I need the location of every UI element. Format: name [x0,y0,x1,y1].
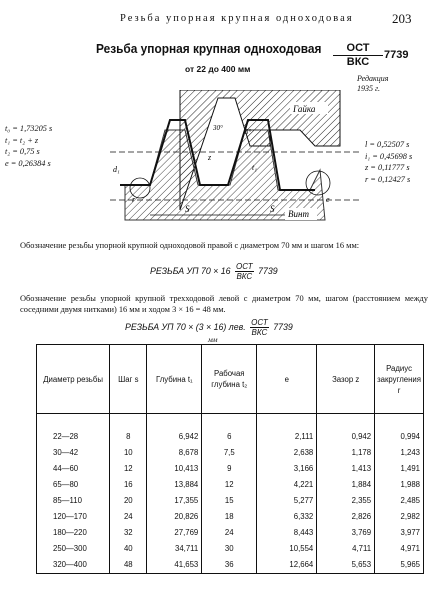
formula-t0: t₀ = 1,73205 s [5,124,53,133]
formula-z: z = 0,11777 s [365,163,410,172]
header-working-depth: Рабочая глубина t₂ [202,345,257,414]
standard-numerator: ОСТ [333,42,383,56]
table-cell: 40 [110,541,147,557]
table-cell: 8,678 [147,444,202,460]
designation-2-suffix: 7739 [273,321,293,332]
table-cell: 13,884 [147,476,202,492]
table-cell: 2,638 [257,444,317,460]
table-cell: 5,277 [257,492,317,508]
table-cell: 8,443 [257,525,317,541]
table-cell: 12,664 [257,557,317,574]
table-cell: 41,653 [147,557,202,574]
diameter-d1-label: d₁ [113,165,120,174]
table-cell: 250—300 [37,541,110,557]
table-cell: 1,988 [375,476,424,492]
thread-dimensions-table [36,344,424,574]
table-cell: 7,5 [202,444,257,460]
table-cell: 4,221 [257,476,317,492]
table-cell: 180—220 [37,525,110,541]
table-cell: 30—42 [37,444,110,460]
table-cell: 36 [202,557,257,574]
formula-i1: i₁ = 0,45698 s [365,151,413,161]
table-cell: 30 [202,541,257,557]
table-cell: 3,166 [257,460,317,476]
thread-profile-drawing [110,90,365,230]
table-cell: 48 [110,557,147,574]
designation-2-numerator: ОСТ [251,318,268,327]
formula-e: e = 0,26384 s [5,158,51,168]
table-row [37,460,424,476]
header-depth: Глубина t₁ [147,345,202,414]
formula-t1: t₁ = t₂ + z [5,135,39,145]
table-cell: 10,413 [147,460,202,476]
standard-denominator: ВКС [346,56,370,68]
designation-1-suffix: 7739 [258,265,278,276]
header-diameter: Диаметр резьбы [37,345,110,414]
designation-example-1 [150,262,278,281]
angle-30-label: 30° [213,124,223,132]
screw-section [125,130,325,220]
pitch-s-label-2: S [270,204,275,214]
designation-2-denominator: ВКС [251,328,268,337]
table-cell: 2,355 [317,492,375,508]
designation-2-fraction [250,318,269,337]
header-pitch: Шаг s [110,345,147,414]
table-cell: 5,965 [375,557,424,574]
formula-t2: t₂ = 0,75 s [5,147,40,156]
designation-1-fraction [235,262,254,281]
r-label: r [132,195,136,204]
table-cell: 2,826 [317,508,375,524]
table-cell: 2,485 [375,492,424,508]
angle-3-label: 3° [245,128,252,136]
table-cell: 18 [202,508,257,524]
table-cell: 15 [202,492,257,508]
standard-fraction [333,42,383,69]
table-cell: 4,971 [375,541,424,557]
table-cell: 6,332 [257,508,317,524]
table-cell: 12 [202,476,257,492]
header-radius: Радиус закругления r [375,345,424,414]
table-cell: 65—80 [37,476,110,492]
table-header-row [37,345,424,414]
table-row [37,476,424,492]
formula-r: r = 0,12427 s [365,174,411,184]
table-cell: 10,554 [257,541,317,557]
table-row [37,444,424,460]
table-cell: 3,977 [375,525,424,541]
table-cell: 22—28 [37,414,110,445]
table-row [37,492,424,508]
designation-1-denominator: ВКС [236,272,253,281]
table-cell: 2,982 [375,508,424,524]
table-cell: 1,413 [317,460,375,476]
pitch-s-label: S [185,204,190,214]
table-cell: 8 [110,414,147,445]
table-cell: 0,942 [317,414,375,445]
table-cell: 0,994 [375,414,424,445]
designation-2-unit: мм [208,335,218,344]
designation-1-prefix: РЕЗЬБА УП 70 × 16 [150,265,231,276]
table-cell: 44—60 [37,460,110,476]
paragraph-designation-single: Обозначение резьбы упорной крупной одноходовой правой с диаметром 70 мм и шагом 16 мм: [20,241,360,250]
screw-label: Винт [288,209,309,219]
table-cell: 6 [202,414,257,445]
t1-label: t₁ [252,163,258,172]
table-cell: 24 [110,508,147,524]
header-e: e [257,345,317,414]
table-row [37,508,424,524]
table-cell: 1,884 [317,476,375,492]
designation-2-prefix: РЕЗЬБА УП 70 × (3 × 16) лев. [125,321,246,332]
table-body [37,414,424,574]
page-number: 203 [392,11,412,26]
table-cell: 20,826 [147,508,202,524]
formulas-right [365,139,412,185]
table-cell: 6,942 [147,414,202,445]
formulas-left [5,123,52,169]
z-label: z [208,153,212,162]
table-row [37,414,424,445]
edition-line-1: Редакция [357,74,389,83]
table-cell: 16 [110,476,147,492]
e-label: e [326,195,330,204]
nut-label: Гайка [293,104,316,114]
standard-number: 7739 [384,49,409,61]
page-title: Резьба упорная крупная одноходовая [96,42,322,56]
table-cell: 27,769 [147,525,202,541]
table-cell: 12 [110,460,147,476]
table-cell: 34,711 [147,541,202,557]
formula-l: l = 0,52507 s [365,140,410,149]
table-row [37,541,424,557]
table-cell: 20 [110,492,147,508]
table-row [37,557,424,574]
table-cell: 85—110 [37,492,110,508]
header-clearance: Зазор z [317,345,375,414]
table-row [37,525,424,541]
table-cell: 24 [202,525,257,541]
running-header: Резьба упорная крупная одноходовая [120,13,354,24]
table-cell: 3,769 [317,525,375,541]
table-cell: 9 [202,460,257,476]
table-cell: 320—400 [37,557,110,574]
table-cell: 1,243 [375,444,424,460]
designation-1-numerator: ОСТ [236,262,253,271]
table-cell: 1,491 [375,460,424,476]
table-cell: 4,711 [317,541,375,557]
table-cell: 1,178 [317,444,375,460]
edition-line-2: 1935 г. [357,84,381,93]
table-cell: 10 [110,444,147,460]
table-cell: 5,653 [317,557,375,574]
table-cell: 2,111 [257,414,317,445]
table-cell: 17,355 [147,492,202,508]
diameter-range: от 22 до 400 мм [185,64,251,74]
paragraph-designation-triple: Обозначение резьбы упорной крупной трехходовой левой с диаметром 70 мм, шагом (расстоянием между соседними двумя нитками) 16 мм и ходом 3 × 16 = 48 мм. [20,294,428,314]
table-cell: 120—170 [37,508,110,524]
table-cell: 32 [110,525,147,541]
